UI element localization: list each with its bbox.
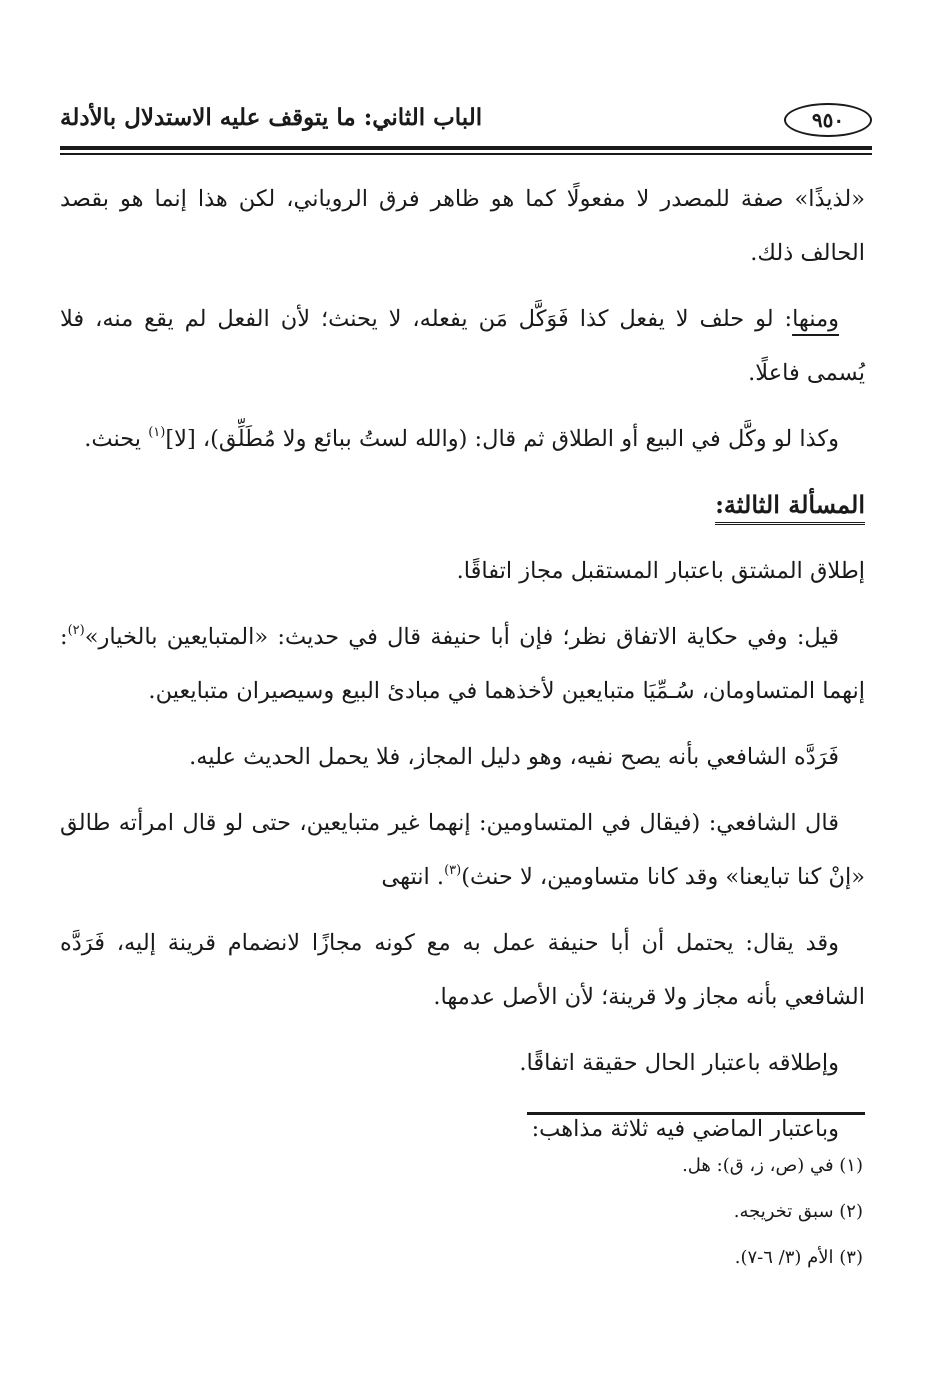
- paragraph-text: وكذا لو وكَّل في البيع أو الطلاق ثم قال: (والله لستُ ببائع ولا مُطَلِّق)، [لا]: [165, 426, 839, 452]
- paragraph-text: : إنهما المتساومان، سُـمِّيَا متبايعين لأخذهما في مبادئ البيع وسيصيران متبايعين.: [60, 624, 865, 704]
- paragraph: وإطلاقه باعتبار الحال حقيقة اتفاقًا.: [519, 1050, 839, 1076]
- running-title: الباب الثاني: ما يتوقف عليه الاستدلال بالأدلة: [60, 104, 483, 131]
- paragraph: [60, 412, 865, 466]
- footnote-separator: [527, 1112, 865, 1115]
- section-heading-text: المسألة الثالثة:: [715, 490, 865, 525]
- header-rule-thick: [60, 146, 872, 150]
- footnotes: [263, 1143, 863, 1281]
- paragraph-text: يحنث.: [84, 426, 149, 452]
- underlined-lead: ومنها: [792, 306, 839, 332]
- footnote-item: (٢) سبق تخريجه.: [733, 1201, 863, 1222]
- paragraph-text: قال الشافعي: (فيقال في المتساومين: إنهما غير متبايعين، حتى لو قال امرأته طالق «إنْ كنا تبايعنا» وقد كانا متساومين، لا حنث): [60, 810, 865, 890]
- header-rule-thin: [60, 153, 872, 155]
- paragraph: [60, 796, 865, 904]
- paragraph: فَرَدَّه الشافعي بأنه يصح نفيه، وهو دليل المجاز، فلا يحمل الحديث عليه.: [189, 744, 839, 770]
- footnote-ref[interactable]: (١): [148, 425, 166, 440]
- footnote-item: (٣) الأم (٣/ ٦-٧).: [734, 1247, 863, 1268]
- section-heading: [60, 478, 865, 532]
- paragraph: «لذيذًا» صفة للمصدر لا مفعولًا كما هو ظاهر فرق الروياني، لكن هذا إنما هو بقصد الحالف ذلك.: [60, 186, 865, 266]
- paragraph: [60, 610, 865, 718]
- page-number: ٩٥٠: [784, 103, 872, 137]
- paragraph: وباعتبار الماضي فيه ثلاثة مذاهب:: [531, 1116, 839, 1142]
- paragraph: [60, 292, 865, 400]
- footnote-ref[interactable]: (٢): [67, 623, 85, 638]
- paragraph-text: قيل: وفي حكاية الاتفاق نظر؛ فإن أبا حنيفة قال في حديث: «المتبايعين بالخيار»: [84, 624, 839, 650]
- paragraph: إطلاق المشتق باعتبار المستقبل مجاز اتفاقًا.: [456, 558, 865, 584]
- body-text: [60, 172, 865, 1168]
- footnote-ref[interactable]: (٣): [444, 863, 462, 878]
- paragraph: وقد يقال: يحتمل أن أبا حنيفة عمل به مع كونه مجازًا لانضمام قرينة إليه، فَرَدَّه الشافعي بأنه مجاز ولا قرينة؛ لأن الأصل عدمها.: [60, 930, 865, 1010]
- footnote-item: (١) في (ص، ز، ق): هل.: [682, 1155, 863, 1176]
- paragraph-text: . انتهى: [381, 864, 445, 890]
- paragraph-text: : لو حلف لا يفعل كذا فَوَكَّل مَن يفعله، لا يحنث؛ لأن الفعل لم يقع منه، فلا يُسمى فاعلًا.: [60, 306, 865, 386]
